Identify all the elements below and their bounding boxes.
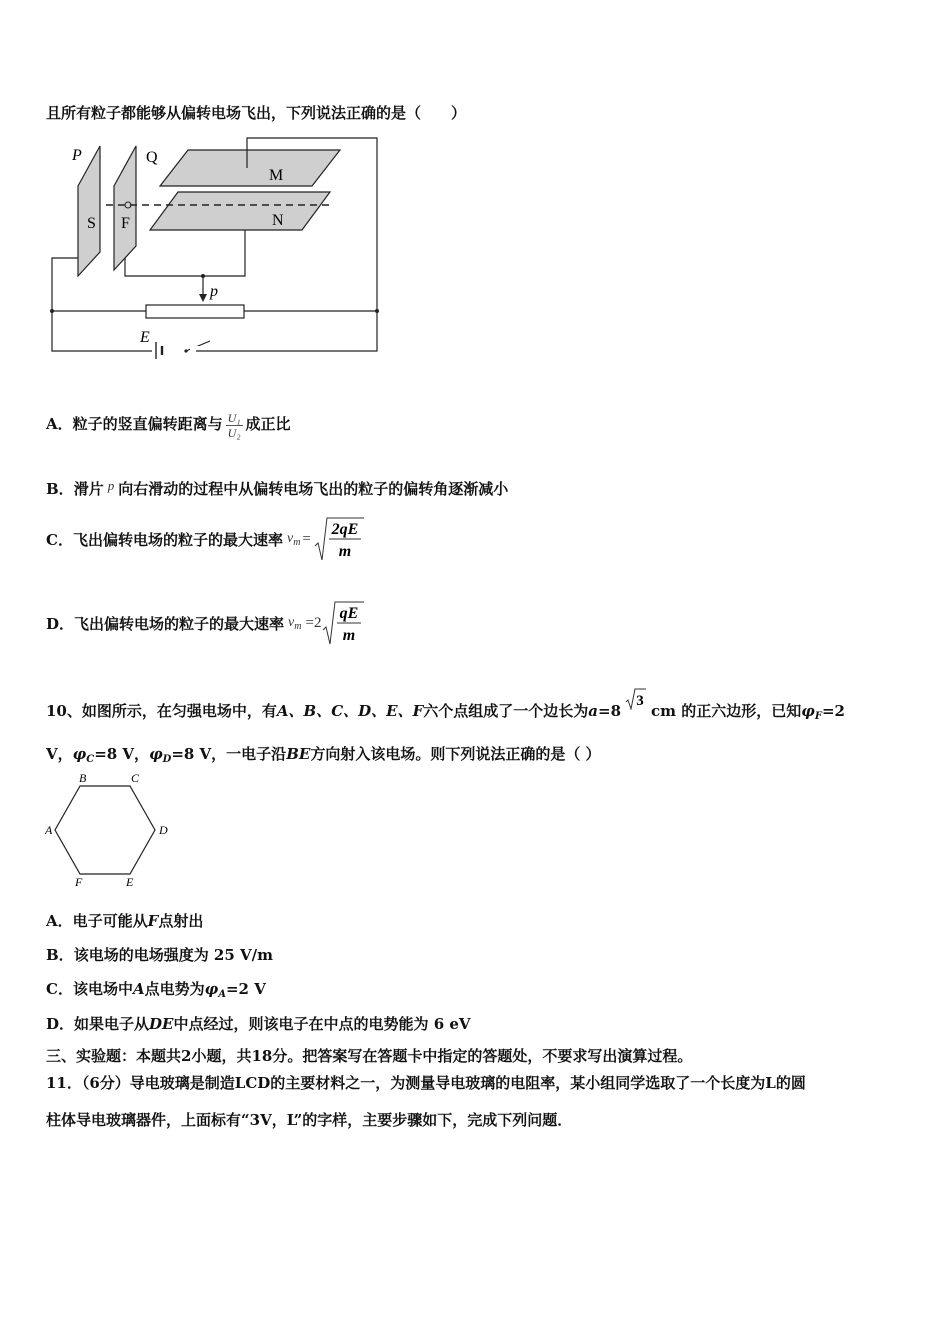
q10-line-1: 10、如图所示，在匀强电场中，有A、B、C、D、E、F六个点组成了一个边长为a=8 3 cm 的正六边形，已知$\varphi_F=2$: [46, 688, 845, 722]
circuit-diagram: [40, 130, 400, 360]
q9-option-b: B．滑片 p 向右滑动的过程中从偏转电场飞出的粒子的偏转角逐渐减小: [46, 478, 509, 498]
label-A: A: [45, 823, 53, 837]
svg-text:m: m: [338, 543, 352, 560]
q11-line-2: 柱体导电玻璃器件，上面标有“3V，L”的字样，主要步骤如下，完成下列问题．: [46, 1111, 573, 1129]
label-C: C: [131, 771, 140, 785]
q9-stem: 且所有粒子都能够从偏转电场飞出，下列说法正确的是（ ）: [46, 104, 467, 122]
label-Q: Q: [146, 149, 158, 166]
sqrt-qE-over-m: [321, 600, 365, 646]
formula-vm: $v_m$: [288, 614, 302, 632]
svg-text:m: m: [343, 627, 356, 644]
label-E: E: [126, 875, 134, 889]
q10-line-2: V，$\varphi_C=8$ V，$\varphi_D=8$ V，一电子沿BE方向射入该电场。则下列说法正确的是（ ）: [46, 745, 601, 765]
label-E: E: [140, 329, 150, 346]
hexagon-diagram: [42, 770, 182, 892]
rheostat: [146, 305, 244, 318]
label-F: F: [121, 215, 130, 232]
sqrt-3: [625, 688, 647, 710]
formula-vm: $v_m$: [286, 530, 301, 548]
plate-P: [78, 146, 100, 276]
plate-M: [160, 150, 340, 186]
svg-text:2qE: 2qE: [331, 521, 359, 538]
option-text-after: 成正比: [245, 415, 291, 433]
hexagon: [55, 786, 155, 874]
var-p: p: [107, 478, 115, 493]
sqrt-2qE-over-m: [313, 516, 365, 562]
q9-option-d: D． 飞出偏转电场的粒子的最大速率 $v_m$ =2 qE m: [46, 598, 365, 648]
label-F: F: [75, 875, 83, 889]
q10-option-d: D．如果电子从DE中点经过，则该电子在中点的电势能为 6 eV: [46, 1015, 471, 1033]
q10-option-a: A．电子可能从F点射出: [46, 912, 204, 930]
plate-N: [150, 192, 330, 230]
option-text: 粒子的竖直偏转距离与: [72, 415, 223, 433]
option-label: B．: [46, 480, 74, 498]
label-M: M: [269, 167, 284, 184]
q11-line-1: 11．（6分）导电玻璃是制造LCD的主要材料之一，为测量导电玻璃的电阻率，某小组同学选取了一个长度为L的圆: [46, 1074, 806, 1092]
fraction-u1-u2: $\frac{\text{U₁}}{\text{U₂}}$: [227, 410, 241, 440]
plate-Q: [114, 146, 136, 270]
label-N: N: [272, 212, 284, 229]
q9-option-c: C． 飞出偏转电场的粒子的最大速率 $v_m$ = 2qE m: [46, 514, 365, 564]
svg-text:3: 3: [636, 693, 644, 709]
label-S: S: [87, 215, 96, 232]
svg-text:qE: qE: [340, 605, 359, 622]
q9-option-a: [46, 398, 291, 450]
q10-option-b: B．该电场的电场强度为 25 V/m: [46, 946, 273, 964]
section-3-heading: 三、实验题：本题共2小题，共18分。把答案写在答题卡中指定的答题处，不要求写出演算过程。: [46, 1047, 693, 1065]
label-D: D: [159, 823, 168, 837]
label-P: P: [72, 147, 82, 164]
q10-option-c: C．该电场中A点电势为$\varphi_A=2$ V: [46, 980, 266, 1000]
option-label: A．: [46, 415, 73, 433]
label-B: B: [79, 771, 87, 785]
label-p: p: [210, 283, 218, 300]
